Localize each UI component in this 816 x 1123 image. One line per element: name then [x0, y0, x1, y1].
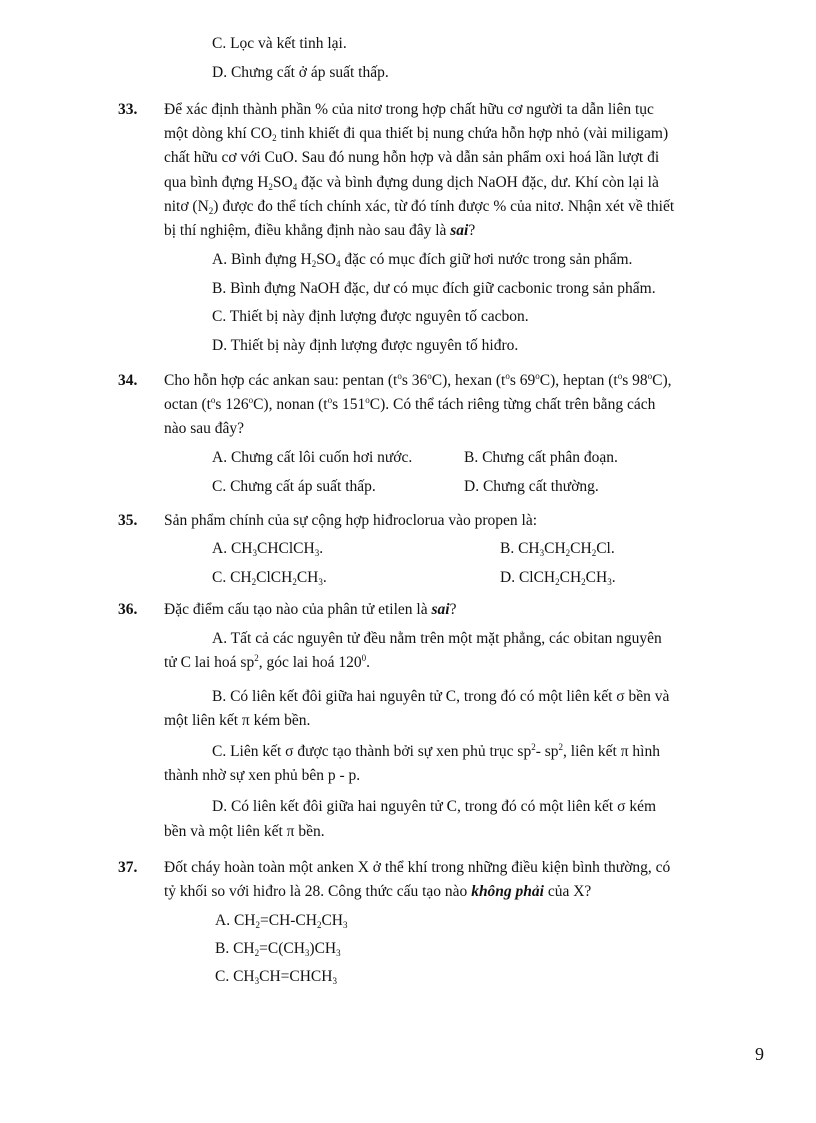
q32-option-d: D. Chưng cất ở áp suất thấp.: [212, 64, 389, 81]
q34-option-b: B. Chưng cất phân đoạn.: [464, 449, 618, 466]
page-number: 9: [755, 1044, 764, 1064]
q36-option-d-line-2: bền và một liên kết π bền.: [164, 823, 325, 840]
q34-option-c: C. Chưng cất áp suất thấp.: [212, 478, 376, 495]
q37-stem-line-2: tỷ khối so với hiđro là 28. Công thức cấu tạo nào không phải của X?: [164, 883, 592, 900]
q37-number: 37.: [118, 859, 138, 876]
q36-option-a-line-2: tử C lai hoá $sp^2$, góc lai hoá $120^0$.: [164, 653, 370, 671]
q34-stem-line-3: nào sau đây?: [164, 420, 245, 437]
q36-option-b-line-2: một liên kết π kém bền.: [164, 712, 311, 729]
q35-number: 35.: [118, 512, 138, 529]
q37-stem-line-1: Đốt cháy hoàn toàn một anken X ở thể khí trong những điều kiện bình thường, có: [164, 859, 671, 876]
q34-stem-line-1: Cho hỗn hợp các ankan sau: pentan ($t^os$ 36$^o$C), hexan ($t^os$ 69$^o$C), heptan ($t^os$ 98$^o$C),: [164, 371, 672, 389]
q33-stem-line-4: qua bình đựng $H_2SO_4$ đặc và bình đựng dung dịch NaOH đặc, dư. Khí còn lại là: [164, 174, 659, 192]
q36-stem: Đặc điểm cấu tạo nào của phân tử etilen là sai?: [164, 601, 457, 618]
q37-option-b: B. $CH_2=C(CH_3)CH_3$: [215, 940, 341, 958]
q36-option-c-line-2: thành nhờ sự xen phủ bên p - p.: [164, 767, 361, 784]
q34-option-d: D. Chưng cất thường.: [464, 478, 599, 495]
q36-option-b-line-1: B. Có liên kết đôi giữa hai nguyên tử C, trong đó có một liên kết σ bền và: [212, 688, 670, 705]
q35-option-a: A. $CH_3CHClCH_3$.: [212, 540, 324, 558]
q33-number: 33.: [118, 101, 138, 118]
q33-stem-line-6: bị thí nghiệm, điều khẳng định nào sau đây là sai?: [164, 222, 476, 239]
q33-stem-line-5: nitơ $(N_2)$ được đo thể tích chính xác, từ đó tính được % của nitơ. Nhận xét về thiết: [164, 198, 675, 216]
q36-option-d-line-1: D. Có liên kết đôi giữa hai nguyên tử C, trong đó có một liên kết σ kém: [212, 798, 657, 815]
q35-option-d: D. $ClCH_2CH_2CH_3$.: [500, 569, 616, 587]
q34-option-a: A. Chưng cất lôi cuốn hơi nước.: [212, 449, 413, 466]
q36-option-a-line-1: A. Tất cả các nguyên tử đều nằm trên một mặt phẳng, các obitan nguyên: [212, 630, 662, 647]
q35-stem: Sản phẩm chính của sự cộng hợp hiđroclorua vào propen là:: [164, 512, 537, 529]
q33-option-c: C. Thiết bị này định lượng được nguyên tố cacbon.: [212, 308, 529, 325]
q35-option-b: B. $CH_3CH_2CH_2Cl$.: [500, 540, 615, 558]
q35-option-c: C. $CH_2ClCH_2CH_3$.: [212, 569, 327, 587]
q33-option-d: D. Thiết bị này định lượng được nguyên tố hiđro.: [212, 337, 519, 354]
q34-stem-line-2: octan ($t^os$ 126$^o$C), nonan ($t^os$ 151$^o$C). Có thể tách riêng từng chất trên bằng cách: [164, 395, 656, 413]
q36-option-c-line-1: C. Liên kết σ được tạo thành bởi sự xen phủ trục $sp^2-$ $sp^2$, liên kết π hình: [212, 742, 660, 760]
q33-option-a: A. Bình đựng $H_2SO_4$ đặc có mục đích giữ hơi nước trong sản phẩm.: [212, 251, 633, 269]
q33-stem-line-2: một dòng khí $CO_2$ tinh khiết đi qua thiết bị nung chứa hỗn hợp nhỏ (vài miligam): [164, 125, 669, 143]
q37-option-c: C. $CH_3CH=CHCH_3$: [215, 968, 337, 986]
q36-number: 36.: [118, 601, 138, 618]
q33-stem-line-1: Để xác định thành phần % của nitơ trong hợp chất hữu cơ người ta dẫn liên tục: [164, 101, 654, 118]
q33-stem-line-3: chất hữu cơ với CuO. Sau đó nung hỗn hợp và dẫn sản phẩm oxi hoá lần lượt đi: [164, 149, 660, 166]
q34-number: 34.: [118, 372, 138, 389]
q37-option-a: A. $CH_2=CH-CH_2CH_3$: [215, 912, 348, 930]
q33-option-b: B. Bình đựng NaOH đặc, dư có mục đích giữ cacbonic trong sản phẩm.: [212, 280, 656, 297]
q32-option-c: C. Lọc và kết tinh lại.: [212, 35, 347, 52]
